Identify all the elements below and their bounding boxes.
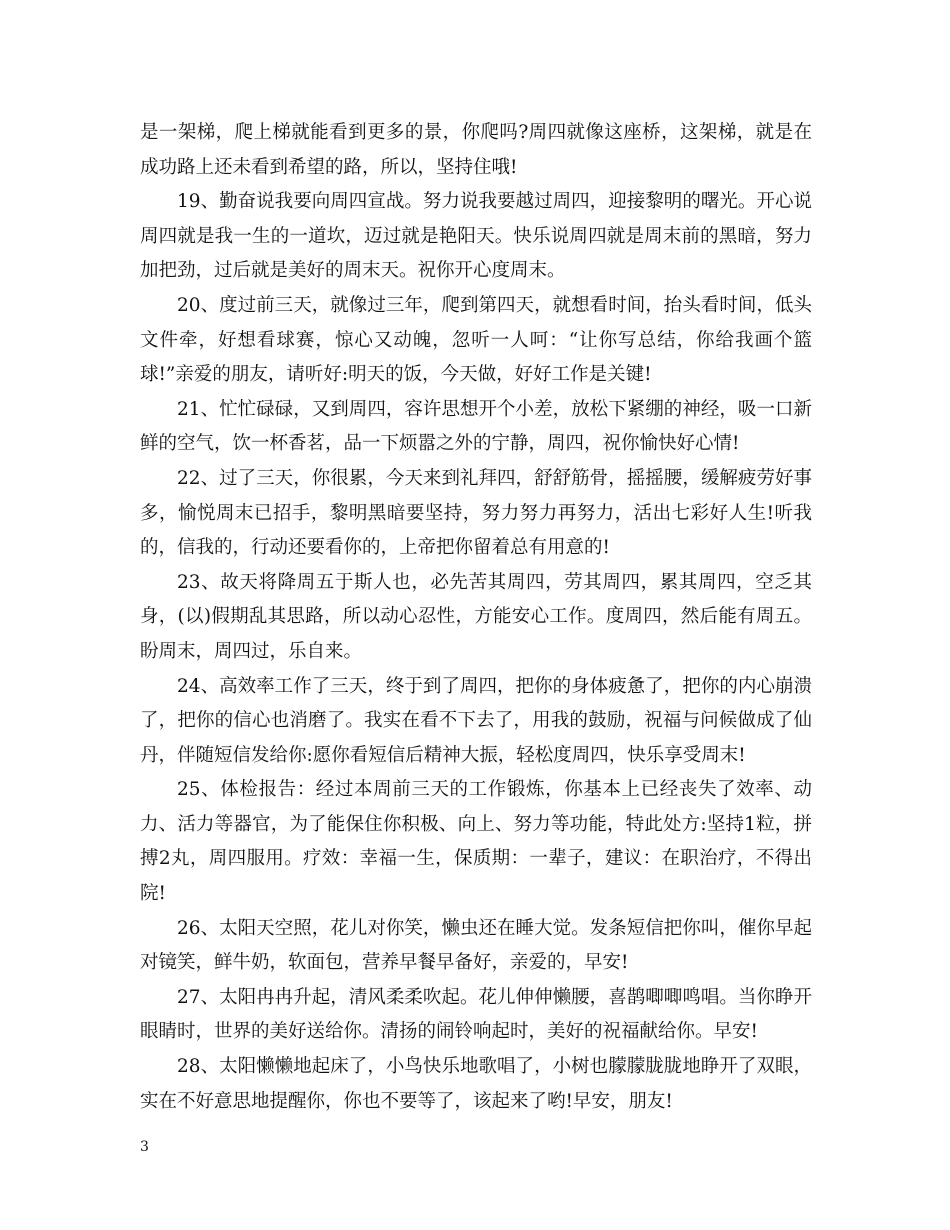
paragraph-item-23: 23、故天将降周五于斯人也，必先苦其周四，劳其周四，累其周四，空乏其身，(以)假期乱其思路，所以动心忍性，方能安心工作。度周四，然后能有周五。盼周末，周四过，乐自来。 bbox=[140, 571, 812, 662]
paragraph-item-22: 22、过了三天，你很累，今天来到礼拜四，舒舒筋骨，摇摇腰，缓解疲劳好事多，愉悦周末已招手，黎明黑暗要坚持，努力努力再努力，活出七彩好人生!听我的，信我的，行动还要看你的，上帝把你留着总有用意的! bbox=[140, 467, 812, 559]
paragraph-item-28: 28、太阳懒懒地起床了，小鸟快乐地歌唱了，小树也朦朦胧胧地睁开了双眼，实在不好意思地提醒你，你也不要等了，该起来了哟!早安，朋友! bbox=[140, 1056, 812, 1112]
paragraph-item-27: 27、太阳冉冉升起，清风柔柔吹起。花儿伸伸懒腰，喜鹊唧唧鸣唱。当你睁开眼睛时，世界的美好送给你。清扬的闹铃响起时，美好的祝福献给你。早安! bbox=[140, 986, 812, 1043]
paragraph-item-24: 24、高效率工作了三天，终于到了周四，把你的身体疲惫了，把你的内心崩溃了，把你的信心也消磨了。我实在看不下去了，用我的鼓励，祝福与问候做成了仙丹，伴随短信发给你:愿你看短信后精神大振，轻松度周四，快乐享受周末! bbox=[140, 675, 812, 766]
paragraph-item-21: 21、忙忙碌碌，又到周四，容许思想开个小差，放松下紧绷的神经，吸一口新鲜的空气，饮一杯香茗，品一下烦嚣之外的宁静，周四，祝你愉快好心情! bbox=[140, 398, 812, 455]
page-number: 3 bbox=[140, 1139, 149, 1155]
paragraph-item-19: 19、勤奋说我要向周四宣战。努力说我要越过周四，迎接黎明的曙光。开心说周四就是我一生的一道坎，迈过就是艳阳天。快乐说周四就是周末前的黑暗，努力加把劲，过后就是美好的周末天。祝你开心度周末。 bbox=[140, 191, 812, 282]
paragraph-item-26: 26、太阳天空照，花儿对你笑，懒虫还在睡大觉。发条短信把你叫，催你早起对镜笑，鲜牛奶，软面包，营养早餐早备好，亲爱的，早安! bbox=[140, 917, 812, 974]
page-body bbox=[140, 116, 812, 1119]
paragraph-continued: 是一架梯，爬上梯就能看到更多的景，你爬吗?周四就像这座桥，这架梯，就是在成功路上还未看到希望的路，所以，坚持住哦! bbox=[140, 122, 812, 178]
paragraph-item-20: 20、度过前三天，就像过三年，爬到第四天，就想看时间，抬头看时间，低头文件牵，好想看球赛，惊心又动魄，忽听一人呵：“让你写总结，你给我画个篮球!”亲爱的朋友，请听好:明天的饭，今天做，好好工作是关键! bbox=[140, 294, 812, 386]
paragraph-item-25: 25、体检报告：经过本周前三天的工作锻炼，你基本上已经丧失了效率、动力、活力等器官，为了能保住你积极、向上、努力等功能，特此处方:坚持1粒，拼搏2丸，周四服用。疗效：幸福一生，保质期：一辈子，建议：在职治疗，不得出院! bbox=[140, 779, 812, 905]
